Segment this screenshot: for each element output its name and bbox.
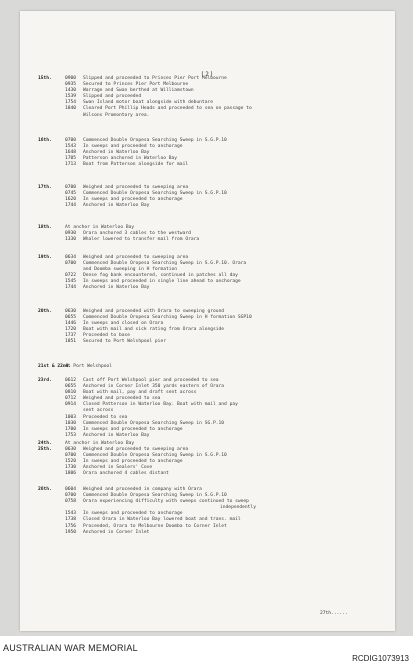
entry-time: 0604 — [65, 487, 77, 492]
entry-text: Cleared Port Phillip Heads and proceeded to sea on passage to — [83, 106, 252, 112]
entry-time: 0700 — [65, 138, 77, 143]
log-entry — [20, 138, 395, 168]
entry-time: 1753 — [65, 432, 77, 438]
entry-time: 1648 — [65, 150, 77, 156]
entry-date: 26th. — [38, 487, 52, 492]
archive-name: AUSTRALIAN WAR MEMORIAL — [3, 643, 138, 653]
entry-time: 1330 — [65, 237, 77, 243]
entry-text: Anchored in Corner Inlet — [83, 529, 150, 535]
entry-time: 0900 — [65, 76, 77, 81]
entry-time: 0700 — [65, 453, 77, 459]
entry-time: 1446 — [65, 321, 77, 327]
entry-text: Orara anchored 3 cables to the westward — [83, 231, 191, 237]
entry-text: Commenced Double Oropesa Searching Sweep in SG.P.10 — [83, 420, 225, 426]
entry-time: 0722 — [65, 273, 77, 279]
entry-text: Secured to Princes Pier Port Melbourne — [83, 82, 189, 88]
entry-time: 1950 — [65, 529, 77, 535]
log-line — [20, 162, 395, 168]
entry-text: Commenced Double Oropesa Searching Sweep in S.G.P.10. Orara — [83, 261, 247, 267]
entry-text: In sweeps and closed on Orara — [83, 321, 164, 327]
entry-time: 1851 — [65, 339, 77, 345]
log-line — [20, 203, 395, 209]
entry-time: 1003 — [65, 414, 77, 420]
entry-date: 23rd. — [38, 378, 52, 383]
entry-time: 1744 — [65, 203, 77, 209]
log-entry — [20, 76, 395, 119]
entry-text: and Doomba sweeping in H formation — [83, 267, 178, 273]
entry-time: 1430 — [65, 88, 77, 94]
entry-time: 1705 — [65, 156, 77, 162]
entry-text: In sweeps and proceeded to anchorage — [83, 459, 183, 465]
entry-text: Commenced Double Oropesa Searching Sweep in S.G.P.10 — [83, 191, 227, 197]
entry-time: 1806 — [65, 471, 77, 477]
log-line — [20, 471, 395, 477]
entry-text: Anchored in Waterloo Bay — [83, 203, 150, 209]
entry-text: sent across — [83, 408, 114, 414]
log-entry — [20, 364, 395, 370]
entry-text: Anchored in Sealers' Cove — [83, 465, 153, 471]
entry-date: 19th. — [38, 255, 52, 260]
entry-text: Slipped and proceeded to Princes Pier Port Melbourne — [83, 76, 227, 81]
log-entry — [20, 255, 395, 292]
entry-text: Anchored in Waterloo Bay — [83, 150, 150, 156]
entry-time: 1737 — [65, 333, 77, 339]
entry-text: Dense fog bank encountered, continued in patches all day — [83, 273, 238, 279]
entry-time: 0634 — [65, 255, 77, 260]
log-entry — [20, 378, 395, 439]
entry-date: 21st & 22nd. — [38, 364, 72, 369]
log-line — [20, 237, 395, 243]
entry-text: Boat with mail and sick rating from Orara alongside — [83, 327, 225, 333]
entry-time: 1030 — [65, 420, 77, 426]
entry-text: In sweeps and proceeded to anchorage — [83, 144, 183, 150]
entry-text: Proceeded to sea — [83, 414, 128, 420]
entry-date: 17th. — [38, 185, 52, 190]
entry-text: independently — [220, 505, 256, 511]
entry-time: 1744 — [65, 285, 77, 291]
entry-date: 18th. — [38, 225, 52, 230]
entry-time: 0745 — [65, 191, 77, 197]
log-line — [20, 433, 395, 439]
entry-time: 1756 — [65, 523, 77, 529]
entry-time: 0700 — [65, 185, 77, 190]
entry-time: 0914 — [65, 402, 77, 408]
entry-text: Whaler lowered to transfer mail from Orara — [83, 237, 200, 243]
entry-time: 0930 — [65, 231, 77, 237]
entry-text: Weighed and proceeded in company with Orara — [83, 487, 202, 492]
entry-time: 1754 — [65, 100, 77, 106]
entry-text: At anchor in Waterloo Bay — [65, 441, 135, 446]
log-line — [20, 530, 395, 536]
entry-text: Anchored in Waterloo Bay — [83, 285, 150, 291]
entry-text: Commenced Double Oropesa Searching Sweep in S.G.P.10 — [83, 138, 227, 143]
entry-date: 16th. — [38, 138, 52, 143]
entry-text: Weighed and proceeded to sea — [83, 396, 161, 402]
entry-text: Swan Island motor boat alongside with debuntare — [83, 100, 213, 106]
entry-time: 1543 — [65, 144, 77, 150]
entry-text: Closed Patterson in Waterloo Bay. Boat with mail and pay — [83, 402, 238, 408]
entry-time: 0810 — [65, 390, 77, 396]
entry-time: 0700 — [65, 261, 77, 267]
entry-time: 0655 — [65, 315, 77, 321]
entry-text: Orara experiencing difficulty with sweeps continued to sweep — [83, 499, 249, 505]
entry-text: In sweeps and proceeded to anchorage — [83, 511, 183, 517]
entry-time: 1539 — [65, 94, 77, 100]
entry-text: Anchored in Waterloo Bay — [83, 432, 150, 438]
entry-text: Weighed and proceeded to sweeping area — [83, 185, 189, 190]
entry-time: 0935 — [65, 82, 77, 88]
entry-text: Proceeded, Orara to Melbourne Doomba to Corner Inlet — [83, 523, 227, 529]
entry-text: Slipped and proceeded — [83, 94, 142, 100]
entry-text: Weighed and proceeded to sweeping area — [83, 447, 189, 452]
entry-text: In sweeps and proceeded to anchorage — [83, 197, 183, 203]
entry-time: 1730 — [65, 465, 77, 471]
entry-text: Weighed and proceeded to sweeping area — [83, 255, 189, 260]
entry-time: 0758 — [65, 499, 77, 505]
entry-text: In sweeps and proceeded in single line ahead to anchorage — [83, 279, 241, 285]
entry-text: Weighed and proceeded with Orara to sweeping ground — [83, 309, 225, 314]
entry-date: 15th. — [38, 76, 52, 81]
entry-text: Boat with mail, pay and draft sent across — [83, 390, 197, 396]
continuation-marker: 27th...... — [320, 611, 348, 616]
entry-time: 1713 — [65, 162, 77, 168]
entry-text: In sweeps and proceeded to anchorage — [83, 426, 183, 432]
entry-text: Patterson anchored in Waterloo Bay — [83, 156, 178, 162]
entry-text: Closed Orara in Waterloo Bay lowered boat and trans. mail — [83, 517, 241, 523]
entry-time: 1620 — [65, 197, 77, 203]
log-entry — [20, 225, 395, 243]
entry-time: 1840 — [65, 106, 77, 112]
entry-text: Anchored in Corner Inlet 350 yards eastern of Orara — [83, 384, 225, 390]
entry-time: 0700 — [65, 493, 77, 499]
entry-text: Warrage and Swan berthed at Williamstown — [83, 88, 194, 94]
entry-time: 0630 — [65, 309, 77, 314]
entry-text: Cast off Port Welshpool pier and proceeded to sea — [83, 378, 219, 383]
log-entry — [20, 487, 395, 536]
log-entry — [20, 185, 395, 209]
entry-text: Commenced Double Oropesa Searching Sweep in S.G.P.10 — [83, 453, 227, 459]
log-line — [20, 364, 395, 370]
entry-date: 24th. — [38, 441, 52, 446]
log-line — [20, 339, 395, 345]
entry-text: Wilsons Promontory area. — [83, 112, 150, 118]
entry-date: 20th. — [38, 309, 52, 314]
entry-date: 25th. — [38, 447, 52, 452]
entry-time: 0712 — [65, 396, 77, 402]
entry-time: 0630 — [65, 447, 77, 452]
page-number: (2) — [200, 71, 215, 78]
entry-time: 1738 — [65, 517, 77, 523]
document-page — [20, 11, 395, 631]
entry-time: 1700 — [65, 426, 77, 432]
log-line — [20, 113, 395, 119]
entry-text: Secured to Port Welshpool pier — [83, 339, 166, 345]
entry-time: 1545 — [65, 279, 77, 285]
log-entry — [20, 447, 395, 477]
entry-text: At Port Welshpool — [65, 364, 113, 369]
entry-text: Commenced Double Oropesa Searching Sweep in S.G.P.10 — [83, 493, 227, 499]
entry-text: Orara anchored 4 cables distant — [83, 471, 169, 477]
log-entry — [20, 309, 395, 346]
archive-reference: RCDIG1073913 — [352, 654, 409, 663]
entry-text: Commenced Double Oropesa Searching Sweep in H formation SGP10 — [83, 315, 252, 321]
entry-time: 1520 — [65, 459, 77, 465]
entry-time: 0612 — [65, 378, 77, 383]
entry-time: 0655 — [65, 384, 77, 390]
entry-text: Proceeded to base — [83, 333, 131, 339]
log-line — [20, 285, 395, 291]
entry-time: 1720 — [65, 327, 77, 333]
entry-text: At anchor in Waterloo Bay — [65, 225, 135, 230]
entry-text: Boat from Patterson alongside for mail — [83, 162, 189, 168]
entry-time: 1543 — [65, 511, 77, 517]
